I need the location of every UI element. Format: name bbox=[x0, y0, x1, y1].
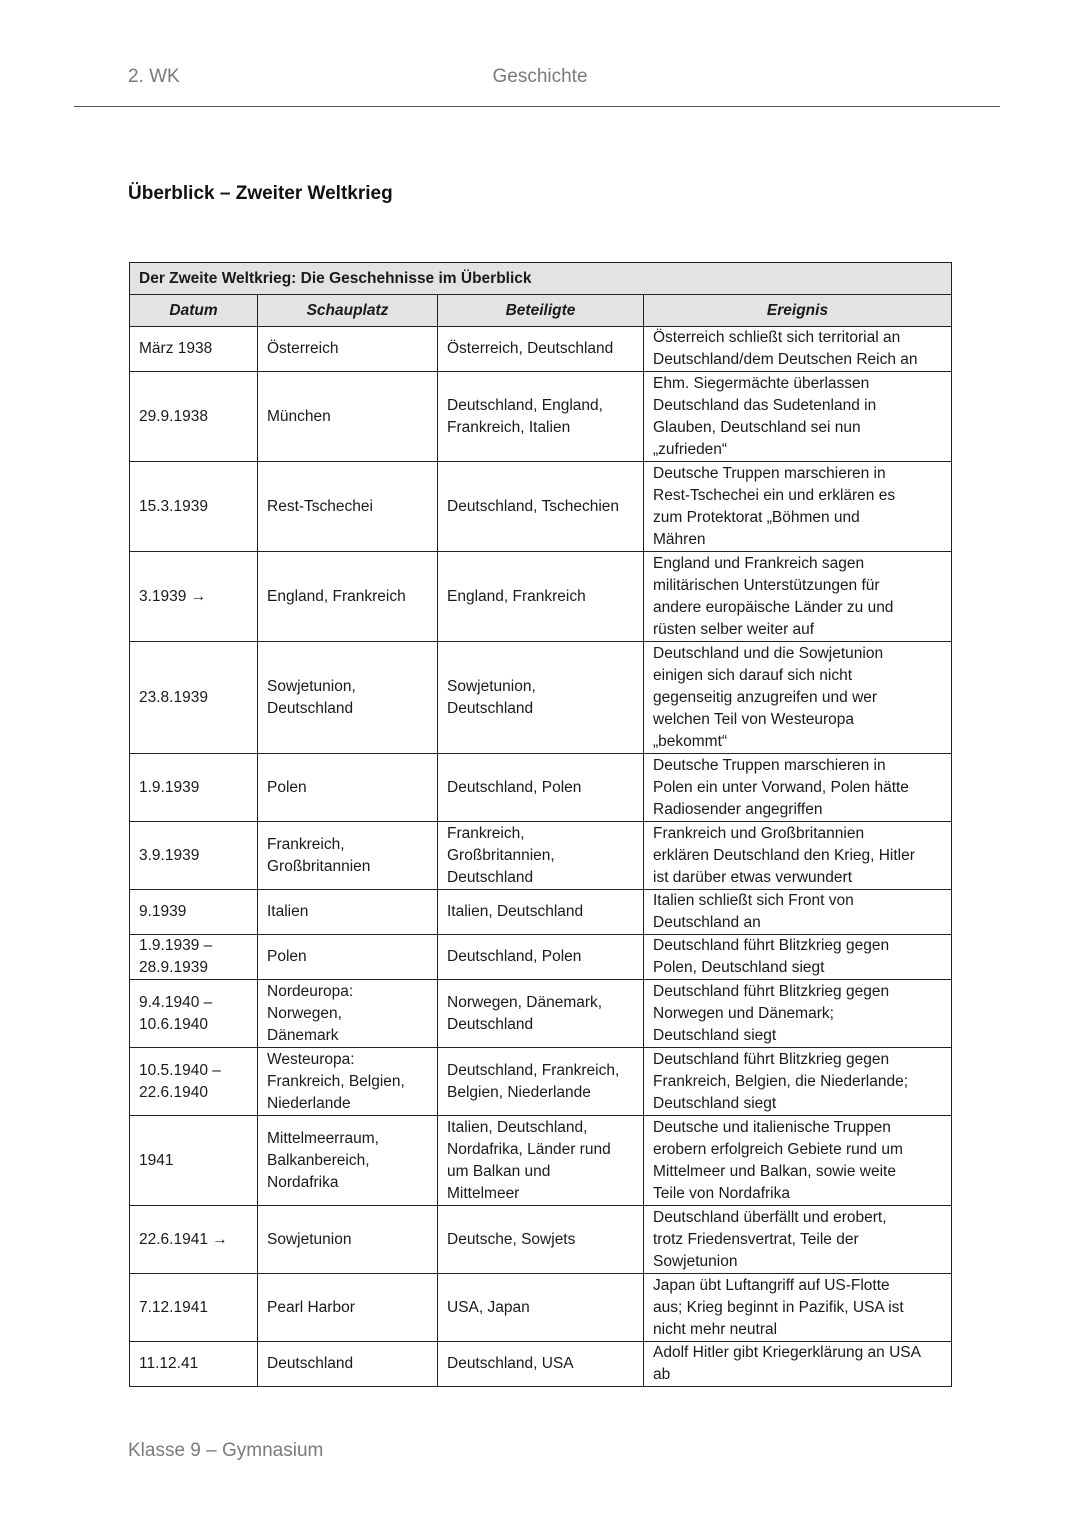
datum-cell: 23.8.1939 bbox=[130, 642, 258, 754]
table-row bbox=[130, 1116, 952, 1206]
beteiligte-cell: Deutschland, Tschechien bbox=[438, 462, 644, 552]
schauplatz-cell: Mittelmeerraum, Balkanbereich, Nordafrika bbox=[258, 1116, 438, 1206]
ereignis-cell: Deutsche Truppen marschieren in Rest-Tschechei ein und erklären es zum Protektorat „Böhmen und Mähren bbox=[644, 462, 952, 552]
ereignis-cell: Deutschland führt Blitzkrieg gegen Norwegen und Dänemark; Deutschland siegt bbox=[644, 980, 952, 1048]
datum-cell: 9.4.1940 – 10.6.1940 bbox=[130, 980, 258, 1048]
ereignis-cell: Frankreich und Großbritannien erklären Deutschland den Krieg, Hitler ist darüber etwas verwundert bbox=[644, 822, 952, 890]
table-row bbox=[130, 552, 952, 642]
beteiligte-cell: Deutschland, Polen bbox=[438, 754, 644, 822]
datum-cell: 3.1939 → bbox=[130, 552, 258, 642]
table-row bbox=[130, 1274, 952, 1342]
column-header-datum: Datum bbox=[130, 295, 258, 327]
ereignis-cell: Italien schließt sich Front von Deutschland an bbox=[644, 890, 952, 935]
table-row bbox=[130, 822, 952, 890]
ereignis-cell: Adolf Hitler gibt Kriegerklärung an USA ab bbox=[644, 1342, 952, 1387]
ereignis-cell: Deutschland führt Blitzkrieg gegen Polen, Deutschland siegt bbox=[644, 935, 952, 980]
header-divider bbox=[74, 106, 1000, 107]
beteiligte-cell: Deutschland, England, Frankreich, Italien bbox=[438, 372, 644, 462]
schauplatz-cell: Sowjetunion bbox=[258, 1206, 438, 1274]
beteiligte-cell: Deutsche, Sowjets bbox=[438, 1206, 644, 1274]
schauplatz-cell: Polen bbox=[258, 754, 438, 822]
column-header-beteiligte: Beteiligte bbox=[438, 295, 644, 327]
ereignis-cell: Deutschland und die Sowjetunion einigen sich darauf sich nicht gegenseitig anzugreifen und wer welchen Teil von Westeuropa „bekommt“ bbox=[644, 642, 952, 754]
schauplatz-cell: Deutschland bbox=[258, 1342, 438, 1387]
header-section-label: 2. WK bbox=[128, 66, 180, 87]
schauplatz-cell: Westeuropa: Frankreich, Belgien, Niederlande bbox=[258, 1048, 438, 1116]
table-row bbox=[130, 327, 952, 372]
beteiligte-cell: Österreich, Deutschland bbox=[438, 327, 644, 372]
beteiligte-cell: England, Frankreich bbox=[438, 552, 644, 642]
ereignis-cell: England und Frankreich sagen militärischen Unterstützungen für andere europäische Länder zu und rüsten selber weiter auf bbox=[644, 552, 952, 642]
beteiligte-cell: Deutschland, Frankreich, Belgien, Niederlande bbox=[438, 1048, 644, 1116]
schauplatz-cell: Nordeuropa: Norwegen, Dänemark bbox=[258, 980, 438, 1048]
table-row bbox=[130, 1048, 952, 1116]
datum-cell: 1941 bbox=[130, 1116, 258, 1206]
datum-cell: 11.12.41 bbox=[130, 1342, 258, 1387]
overview-table bbox=[129, 262, 952, 1387]
footer-class-label: Klasse 9 – Gymnasium bbox=[128, 1440, 324, 1461]
datum-cell: März 1938 bbox=[130, 327, 258, 372]
ereignis-cell: Deutschland überfällt und erobert, trotz Friedensvertrat, Teile der Sowjetunion bbox=[644, 1206, 952, 1274]
beteiligte-cell: Italien, Deutschland, Nordafrika, Länder rund um Balkan und Mittelmeer bbox=[438, 1116, 644, 1206]
table-row bbox=[130, 980, 952, 1048]
datum-cell: 29.9.1938 bbox=[130, 372, 258, 462]
ereignis-cell: Deutschland führt Blitzkrieg gegen Frankreich, Belgien, die Niederlande; Deutschland siegt bbox=[644, 1048, 952, 1116]
ereignis-cell: Deutsche Truppen marschieren in Polen ein unter Vorwand, Polen hätte Radiosender angegriffen bbox=[644, 754, 952, 822]
ereignis-cell: Deutsche und italienische Truppen erobern erfolgreich Gebiete rund um Mittelmeer und Balkan, sowie weite Teile von Nordafrika bbox=[644, 1116, 952, 1206]
beteiligte-cell: Deutschland, Polen bbox=[438, 935, 644, 980]
table-row bbox=[130, 462, 952, 552]
schauplatz-cell: Österreich bbox=[258, 327, 438, 372]
schauplatz-cell: München bbox=[258, 372, 438, 462]
table-row bbox=[130, 935, 952, 980]
datum-cell: 10.5.1940 – 22.6.1940 bbox=[130, 1048, 258, 1116]
datum-cell: 22.6.1941 → bbox=[130, 1206, 258, 1274]
datum-cell: 7.12.1941 bbox=[130, 1274, 258, 1342]
datum-cell: 9.1939 bbox=[130, 890, 258, 935]
table-row bbox=[130, 642, 952, 754]
column-header-row bbox=[130, 295, 952, 327]
table-row bbox=[130, 1342, 952, 1387]
datum-cell: 15.3.1939 bbox=[130, 462, 258, 552]
table-row bbox=[130, 754, 952, 822]
schauplatz-cell: Pearl Harbor bbox=[258, 1274, 438, 1342]
beteiligte-cell: Frankreich, Großbritannien, Deutschland bbox=[438, 822, 644, 890]
beteiligte-cell: Norwegen, Dänemark, Deutschland bbox=[438, 980, 644, 1048]
beteiligte-cell: USA, Japan bbox=[438, 1274, 644, 1342]
datum-cell: 1.9.1939 – 28.9.1939 bbox=[130, 935, 258, 980]
page-title: Überblick – Zweiter Weltkrieg bbox=[128, 183, 393, 204]
beteiligte-cell: Sowjetunion, Deutschland bbox=[438, 642, 644, 754]
ereignis-cell: Ehm. Siegermächte überlassen Deutschland das Sudetenland in Glauben, Deutschland sei nun „zufrieden“ bbox=[644, 372, 952, 462]
schauplatz-cell: Sowjetunion, Deutschland bbox=[258, 642, 438, 754]
datum-cell: 3.9.1939 bbox=[130, 822, 258, 890]
schauplatz-cell: Rest-Tschechei bbox=[258, 462, 438, 552]
ereignis-cell: Österreich schließt sich territorial an Deutschland/dem Deutschen Reich an bbox=[644, 327, 952, 372]
column-header-schauplatz: Schauplatz bbox=[258, 295, 438, 327]
schauplatz-cell: England, Frankreich bbox=[258, 552, 438, 642]
table-row bbox=[130, 890, 952, 935]
table-row bbox=[130, 372, 952, 462]
schauplatz-cell: Frankreich, Großbritannien bbox=[258, 822, 438, 890]
beteiligte-cell: Italien, Deutschland bbox=[438, 890, 644, 935]
datum-cell: 1.9.1939 bbox=[130, 754, 258, 822]
beteiligte-cell: Deutschland, USA bbox=[438, 1342, 644, 1387]
schauplatz-cell: Italien bbox=[258, 890, 438, 935]
table-caption: Der Zweite Weltkrieg: Die Geschehnisse im Überblick bbox=[130, 263, 952, 295]
schauplatz-cell: Polen bbox=[258, 935, 438, 980]
column-header-ereignis: Ereignis bbox=[644, 295, 952, 327]
table-row bbox=[130, 1206, 952, 1274]
ereignis-cell: Japan übt Luftangriff auf US-Flotte aus; Krieg beginnt in Pazifik, USA ist nicht mehr neutral bbox=[644, 1274, 952, 1342]
header-subject: Geschichte bbox=[492, 66, 588, 87]
